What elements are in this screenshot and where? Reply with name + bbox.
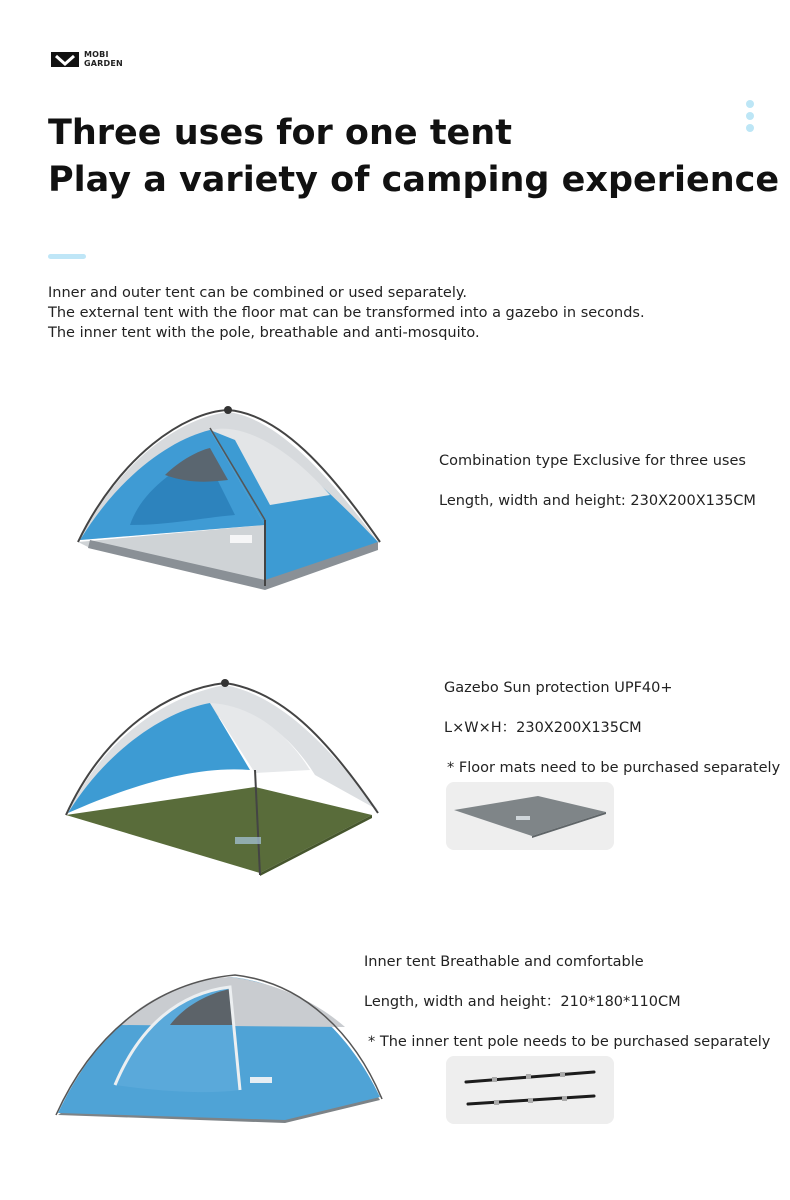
floor-mat-icon xyxy=(446,782,614,850)
intro-line-1: Inner and outer tent can be combined or used separately. xyxy=(48,285,467,301)
gazebo-info xyxy=(444,678,780,778)
combination-tent-info xyxy=(439,451,756,511)
inner-tent-info xyxy=(364,952,770,1052)
brand-logo xyxy=(50,50,123,68)
gazebo-image xyxy=(60,675,390,885)
inner-tent-note: * The inner tent pole needs to be purchased separately xyxy=(368,1034,771,1050)
combination-tent-title: Combination type Exclusive for three uses xyxy=(439,453,746,469)
inner-tent-title: Inner tent Breathable and comfortable xyxy=(364,954,644,970)
intro-line-2: The external tent with the floor mat can be transformed into a gazebo in seconds. xyxy=(48,305,645,321)
gazebo-title: Gazebo Sun protection UPF40+ xyxy=(444,680,673,696)
page-title xyxy=(48,110,779,204)
inner-tent-dimensions: Length, width and height：210*180*110CM xyxy=(364,994,681,1010)
intro-text xyxy=(48,283,645,343)
intro-line-3: The inner tent with the pole, breathable and anti-mosquito. xyxy=(48,325,480,341)
tent-pole-accessory xyxy=(446,1056,614,1124)
logo-mark-icon xyxy=(50,50,80,68)
dot xyxy=(746,100,754,108)
gazebo-dimensions: L×W×H：230X200X135CM xyxy=(444,720,642,736)
gazebo-note: * Floor mats need to be purchased separately xyxy=(447,760,781,776)
inner-tent-image xyxy=(50,965,390,1125)
floor-mat-accessory xyxy=(446,782,614,850)
combination-tent-image xyxy=(60,400,390,595)
accent-divider xyxy=(48,254,86,259)
title-line-2: Play a variety of camping experience xyxy=(48,160,780,200)
combination-tent-dimensions: Length, width and height: 230X200X135CM xyxy=(439,493,756,509)
title-line-1: Three uses for one tent xyxy=(48,113,512,153)
tent-pole-icon xyxy=(446,1056,614,1124)
logo-wordmark: MOBI GARDEN xyxy=(84,50,123,68)
